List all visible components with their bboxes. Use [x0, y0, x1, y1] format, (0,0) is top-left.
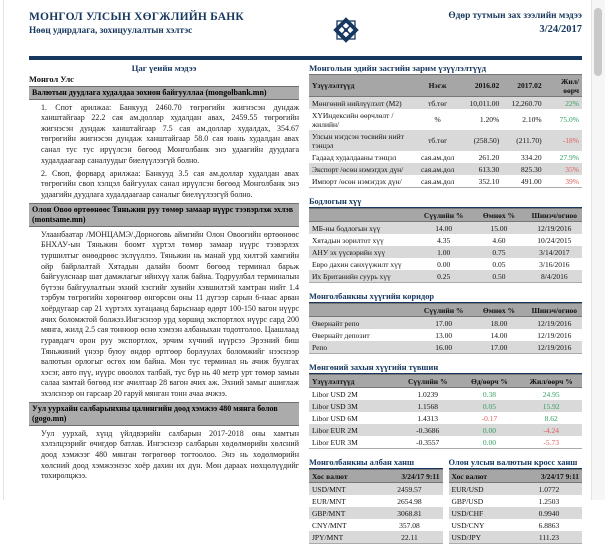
table-row: [309, 400, 582, 412]
table-header-cell: Шинэч/огноо: [527, 209, 582, 222]
table-row: [449, 507, 583, 519]
table-cell: 35%: [565, 164, 579, 174]
page-edge-line: [3, 0, 4, 500]
table-cell: USD/CHF: [451, 508, 484, 518]
table-cell: USD/MNT: [312, 484, 346, 494]
table-cell: 12,260.70: [511, 98, 542, 108]
table-cell: Гадаад худалдааны тэнцэл: [312, 152, 397, 162]
table-cell: 8/4/2016: [540, 271, 568, 281]
table-cell: 12/19/2016: [537, 223, 572, 233]
table-row: [309, 234, 582, 246]
table-header-cell: Шинэч/огноо: [527, 304, 582, 317]
table-cell: 13.00: [435, 330, 453, 340]
scrollbar-thumb[interactable]: [594, 8, 602, 76]
table-cell: 39%: [565, 176, 579, 186]
table-cell: USD/JPY: [451, 532, 482, 542]
report-meta: [448, 11, 582, 35]
table-cell: сая.ам.дол: [421, 176, 455, 186]
table-header-cell: 2017.02: [502, 75, 544, 97]
table-row: [309, 412, 582, 424]
official-rates-table: [309, 469, 443, 544]
report-date: 3/24/2017: [539, 24, 582, 35]
news-paragraph: Улаанбаатар /МОНЦАМЭ/.Дорноговь аймгийн Олон Овоогийн өртөөнөөс БНХАУ-ын Тяньжин боомт хүртэл төмөр замаар нүүрс тээвэрлэх туршилтыг өнөөдрөөс эхлүүллээ. Тяньжин нь манай урд хилтэй хамгийн ойр байрлалтай Хятадын далайн боомт бөгөөд терминал барьж байгуулснаар шат дамжлагыг ийнхүү халж байна. Тодруулбал терминалын бүтээн байгуулалтын эхний хэсгийг хувийн хэвшилтэй хамтран нийт 1.4 тэрбум төгрөгийн хөрөнгөөр өнгөрсөн оны 11 дүгээр сарын 6-наас арван хоёрдугаар сар 21 хүртэлх хугацаанд барьснаар өдөрт 100-150 вагон нүүрс ачих боломжтой болжээ.Ингэснээр урд хөршид экспортлох нүүрс сард 200 мянга, жилд 2.5 сая тонноор өснө хэмээн албаныхан тодотголоо. Цаашлаад гуравдагч орон руу экспортлох, эрчим хүчний нүүрсээ Эрээний биш Тяньжиний үнээр буюу өндөр өртгөөр борлуулах боломжийг нээснээр валютын орлогыг өсгөх юм байна. Мөн тус терминал нь ачиж буулгах хэсэг, авто пүү, нүүрс овоолох талбай, тус бүр нь 40 метр урт төмөр замын салаа замтай бөгөөд нэг ачилтаар 28 вагон ачих аж. Эхний замыг ашиглаж эхэлснээр он гарсаар 20 гаруй мянган тонн ачаа ачжээ.: [41, 229, 299, 398]
table-cell: Libor USD 3M: [312, 401, 358, 411]
table-cell: Өвернайт депозит: [312, 330, 370, 340]
table-header-cell: Үзүүлэлтүүд: [309, 375, 397, 388]
cross-rates-table: [449, 469, 583, 544]
table-cell: 0.25: [437, 271, 451, 281]
table-cell: 6.8863: [538, 520, 560, 530]
table-cell: GBP/MNT: [312, 508, 346, 518]
table-cell: (211.70): [516, 136, 542, 145]
table-cell: 111.23: [538, 532, 559, 542]
table-cell: тб.төг: [428, 136, 448, 145]
table-cell: 352.10: [478, 176, 500, 186]
news-paragraph: 2. Своп, форвард арилжаа: Банкууд 3.5 сая ам.доллар худалдан авах төгрөгийн своп хэлцэл байгуулах санал ирүүлсэн бөгөөд Монголбанк энэ удаагийн дуудлага худалдаагаар саналыг биелүүлээгүй болно.: [41, 168, 299, 199]
interest-corridor-table: [309, 303, 582, 354]
official-rates-block: [309, 458, 443, 544]
corridor-title: Монголбанкны хүүгийн коридор: [309, 292, 582, 303]
table-cell: 0.00: [437, 259, 451, 269]
table-cell: 14.00: [435, 223, 453, 233]
table-row: [309, 483, 443, 496]
table-cell: 24.95: [542, 389, 560, 399]
table-cell: CNY/MNT: [312, 520, 347, 530]
policy-rates-table: [309, 208, 582, 283]
table-row: [309, 329, 582, 341]
table-cell: Хятадын зорилтот хүү: [312, 235, 384, 245]
table-cell: 15.92: [542, 401, 560, 411]
table-row: [309, 531, 443, 544]
table-row: [309, 97, 582, 110]
table-cell: GBP/USD: [451, 496, 484, 506]
cross-rates-title: Олон улсын валютын кросс ханш: [449, 458, 583, 469]
news-column-title: Цаг үеийн мэдээ: [131, 63, 197, 73]
table-cell: 0.38: [482, 389, 496, 399]
table-cell: 357.08: [399, 520, 420, 530]
bank-identity: [29, 11, 244, 35]
table-row: [449, 495, 583, 507]
table-header-cell: Нэгж: [415, 75, 460, 97]
table-row: [309, 258, 582, 270]
table-cell: 1.00: [437, 247, 451, 257]
table-row: [309, 163, 582, 175]
table-cell: Libor USD 6M: [312, 413, 358, 423]
table-cell: 2459.57: [397, 484, 422, 494]
table-header-cell: Хос валют: [449, 470, 516, 483]
table-cell: 1.4313: [417, 413, 439, 423]
table-cell: 0.05: [482, 401, 496, 411]
table-row: [449, 531, 583, 544]
economic-indicators-table: [309, 74, 582, 188]
table-cell: 1.20%: [479, 115, 500, 124]
table-cell: Libor EUR 3M: [312, 437, 358, 447]
official-rates-title: Монголбанкны албан ханш: [309, 458, 443, 469]
table-cell: 2.10%: [522, 115, 542, 124]
table-cell: сая.ам.дол: [421, 164, 455, 174]
table-row: [449, 483, 583, 496]
table-cell: -18%: [562, 136, 579, 145]
table-header-cell: Өмнөх %: [471, 209, 526, 222]
table-cell: тб.төг: [428, 98, 448, 108]
table-row: [309, 507, 443, 519]
table-cell: 334.20: [520, 152, 542, 162]
money-market-title: Мөнгөний захын хүүгийн түвшин: [309, 363, 582, 374]
table-cell: 0.50: [492, 271, 506, 281]
table-header-cell: Жил/өөрч: [545, 75, 582, 97]
table-header-cell: Үзүүлэлтүүд: [309, 75, 415, 97]
table-header-cell: Өмнөх %: [471, 304, 526, 317]
table-row: [449, 519, 583, 531]
table-cell: (258.50): [473, 136, 500, 145]
table-row: [309, 222, 582, 235]
table-cell: 825.30: [520, 164, 542, 174]
table-cell: 1.2503: [538, 496, 560, 506]
table-row: [309, 388, 582, 401]
table-cell: 10/24/2015: [537, 235, 572, 245]
table-cell: -4.24: [543, 425, 559, 435]
table-cell: 491.00: [520, 176, 542, 186]
table-cell: 22.11: [401, 532, 418, 542]
department-name: Нөөц удирдлага, зохицуулалтын хэлтэс: [29, 25, 193, 35]
news-paragraph: 1. Спот арилжаа: Банкууд 2460.70 төгрөгийн жигнэсэн дундаж ханштайгаар 22.2 сая ам.доллар худалдан авах, 2459.55 төгрөгийн жигнэсэн дундаж ханштайгаар 7.5 сая ам.доллар худалдах, 354.67 төгрөгийн жигнэсэн дундаж ханштайгаар 58.0 сая юань худалдан авах санал тус тус ирүүлсэн бөгөөд Монголбанк энэ удаагийн дуудлага худалдаагаар саналуудыг биелүүлээгүй болно.: [41, 102, 299, 165]
table-cell: -0.3557: [416, 437, 440, 447]
table-cell: EUR/MNT: [312, 496, 346, 506]
table-cell: Libor EUR 2M: [312, 425, 358, 435]
table-row: [309, 246, 582, 258]
table-cell: Экспорт /өсөн нэмэгдэх дүн/: [312, 164, 404, 174]
table-cell: 22%: [565, 98, 579, 108]
table-header-cell: Хос валют: [309, 470, 376, 483]
cross-rates-block: [449, 458, 583, 544]
table-cell: 3/16/2016: [539, 259, 570, 269]
table-header-cell: Сүүлийн %: [416, 304, 471, 317]
table-header-cell: Сүүлийн %: [397, 375, 459, 388]
table-cell: 261.20: [478, 152, 500, 162]
policy-rates-title: Бодлогын хүү: [309, 197, 582, 208]
vertical-scrollbar[interactable]: [591, 0, 605, 500]
table-cell: сая.ам.дол: [421, 152, 455, 162]
table-cell: 17.00: [490, 342, 508, 352]
table-cell: 10,011.00: [469, 98, 500, 108]
table-header-cell: 3/24/17 9:11: [516, 470, 582, 483]
news-heading: Валютын дуудлага худалдаа зохион байгууллаа (mongolbank.mn): [29, 86, 299, 100]
fx-tables: [309, 458, 582, 544]
news-sections: [29, 86, 299, 482]
table-cell: 8.62: [544, 413, 558, 423]
table-cell: Евро дахин санхүүжилт хүү: [312, 259, 402, 269]
table-header-cell: [309, 209, 416, 222]
table-cell: Өвернайт репо: [312, 318, 360, 328]
table-row: [309, 519, 443, 531]
indicators-title: Монголын эдийн засгийн зарим үзүүлэлтүүд: [309, 63, 487, 73]
table-cell: 4.35: [437, 235, 451, 245]
table-cell: 613.30: [478, 164, 500, 174]
table-row: [309, 495, 443, 507]
table-row: [309, 424, 582, 436]
table-cell: 12/19/2016: [537, 342, 572, 352]
bank-logo-icon: [329, 12, 363, 53]
table-cell: 3/14/2017: [539, 247, 570, 257]
table-cell: 12/19/2016: [537, 318, 572, 328]
table-cell: 4.60: [492, 235, 506, 245]
table-cell: 75.0%: [559, 115, 579, 124]
table-cell: -0.17: [481, 413, 498, 423]
table-header-cell: Сүүлийн %: [416, 209, 471, 222]
table-cell: 1.0772: [538, 484, 560, 494]
table-cell: ХҮИндексийн өөрчлөлт /жилийн/: [312, 110, 394, 129]
table-cell: Улсын нэгдсэн төсвийн нийт тэнцэл: [312, 131, 404, 150]
table-cell: 15.00: [490, 223, 508, 233]
table-header-cell: Жил/өөрч %: [520, 375, 582, 388]
table-row: [309, 109, 582, 130]
news-paragraph: Уул уурхай, хүнд үйлдвэрийн салбарын 2017-2018 оны хамтын хэлэлцээрийг өчигдөр батлав. Ингэснээр салбарын хөдөлмөрийн хөлсний доод хэмжээг 480 мянган төгрөгөөр тогтоолоо. Энэ нь хөдөлмөрийн хөлсний доод хэмжээнээс хоёр дахин их дүн. Мөн дараах нөхцөлүүдийг тохиролцжээ.: [41, 428, 299, 481]
table-cell: Мөнгөний нийлүүлэлт (M2): [312, 98, 402, 108]
report-header: [29, 11, 582, 53]
table-cell: 16.00: [435, 342, 453, 352]
table-cell: %: [434, 115, 441, 124]
table-cell: АНУ эх үүсвэрийн хүү: [312, 247, 386, 257]
table-cell: Импорт /өсөн нэмэгдэх дүн/: [312, 176, 402, 186]
table-row: [309, 436, 582, 449]
table-cell: 0.05: [492, 259, 506, 269]
table-cell: Libor USD 2M: [312, 389, 358, 399]
table-cell: JPY/MNT: [312, 532, 344, 542]
table-cell: 1.1568: [417, 401, 439, 411]
table-header-cell: 2016.02: [460, 75, 502, 97]
country-label: Монгол Улс: [29, 75, 74, 84]
news-heading: Олон Овоо өртөөнөөс Тяньжин руу төмөр замаар нүүрс тээвэрлэж эхлэв (montsame.mn): [29, 203, 299, 227]
report-page: [5, 0, 592, 542]
content-columns: [29, 61, 582, 544]
table-cell: Репо: [312, 342, 328, 352]
table-row: [309, 270, 582, 283]
table-cell: 2654.98: [397, 496, 422, 506]
data-column: [309, 61, 582, 544]
report-title: Өдөр тутмын зах зээлийн мэдээ: [448, 11, 582, 21]
table-cell: -5.73: [543, 437, 559, 447]
table-row: [309, 341, 582, 354]
header-rule: [29, 56, 582, 60]
table-cell: 14.00: [490, 330, 508, 340]
table-cell: 0.00: [482, 437, 496, 447]
table-row: [309, 151, 582, 163]
news-column: [29, 61, 299, 544]
table-row: [309, 130, 582, 151]
money-market-table: [309, 374, 582, 449]
table-cell: Их Британийн суурь хүү: [312, 271, 391, 281]
table-cell: 3068.81: [397, 508, 422, 518]
table-row: [309, 317, 582, 330]
table-cell: МБ-ны бодлогын хүү: [312, 223, 381, 233]
table-cell: EUR/USD: [451, 484, 484, 494]
table-cell: 0.00: [482, 425, 496, 435]
table-cell: 0.75: [492, 247, 506, 257]
news-heading: Уул уурхайн салбарынхны цалингийн доод хэмжээ 480 мянга болов (gogo.mn): [29, 402, 299, 426]
table-cell: 18.00: [490, 318, 508, 328]
table-cell: 1.0239: [417, 389, 439, 399]
table-cell: 27.9%: [559, 152, 579, 162]
table-header-cell: Өд/өөрч %: [459, 375, 521, 388]
table-header-cell: [309, 304, 416, 317]
bank-name: МОНГОЛ УЛСЫН ХӨГЖЛИЙН БАНК: [29, 11, 244, 23]
table-cell: 0.9940: [538, 508, 560, 518]
table-header-cell: 3/24/17 9:11: [376, 470, 442, 483]
table-cell: 17.00: [435, 318, 453, 328]
table-cell: 12/19/2016: [537, 330, 572, 340]
table-cell: USD/CNY: [451, 520, 485, 530]
table-cell: -0.3686: [416, 425, 440, 435]
table-row: [309, 175, 582, 188]
